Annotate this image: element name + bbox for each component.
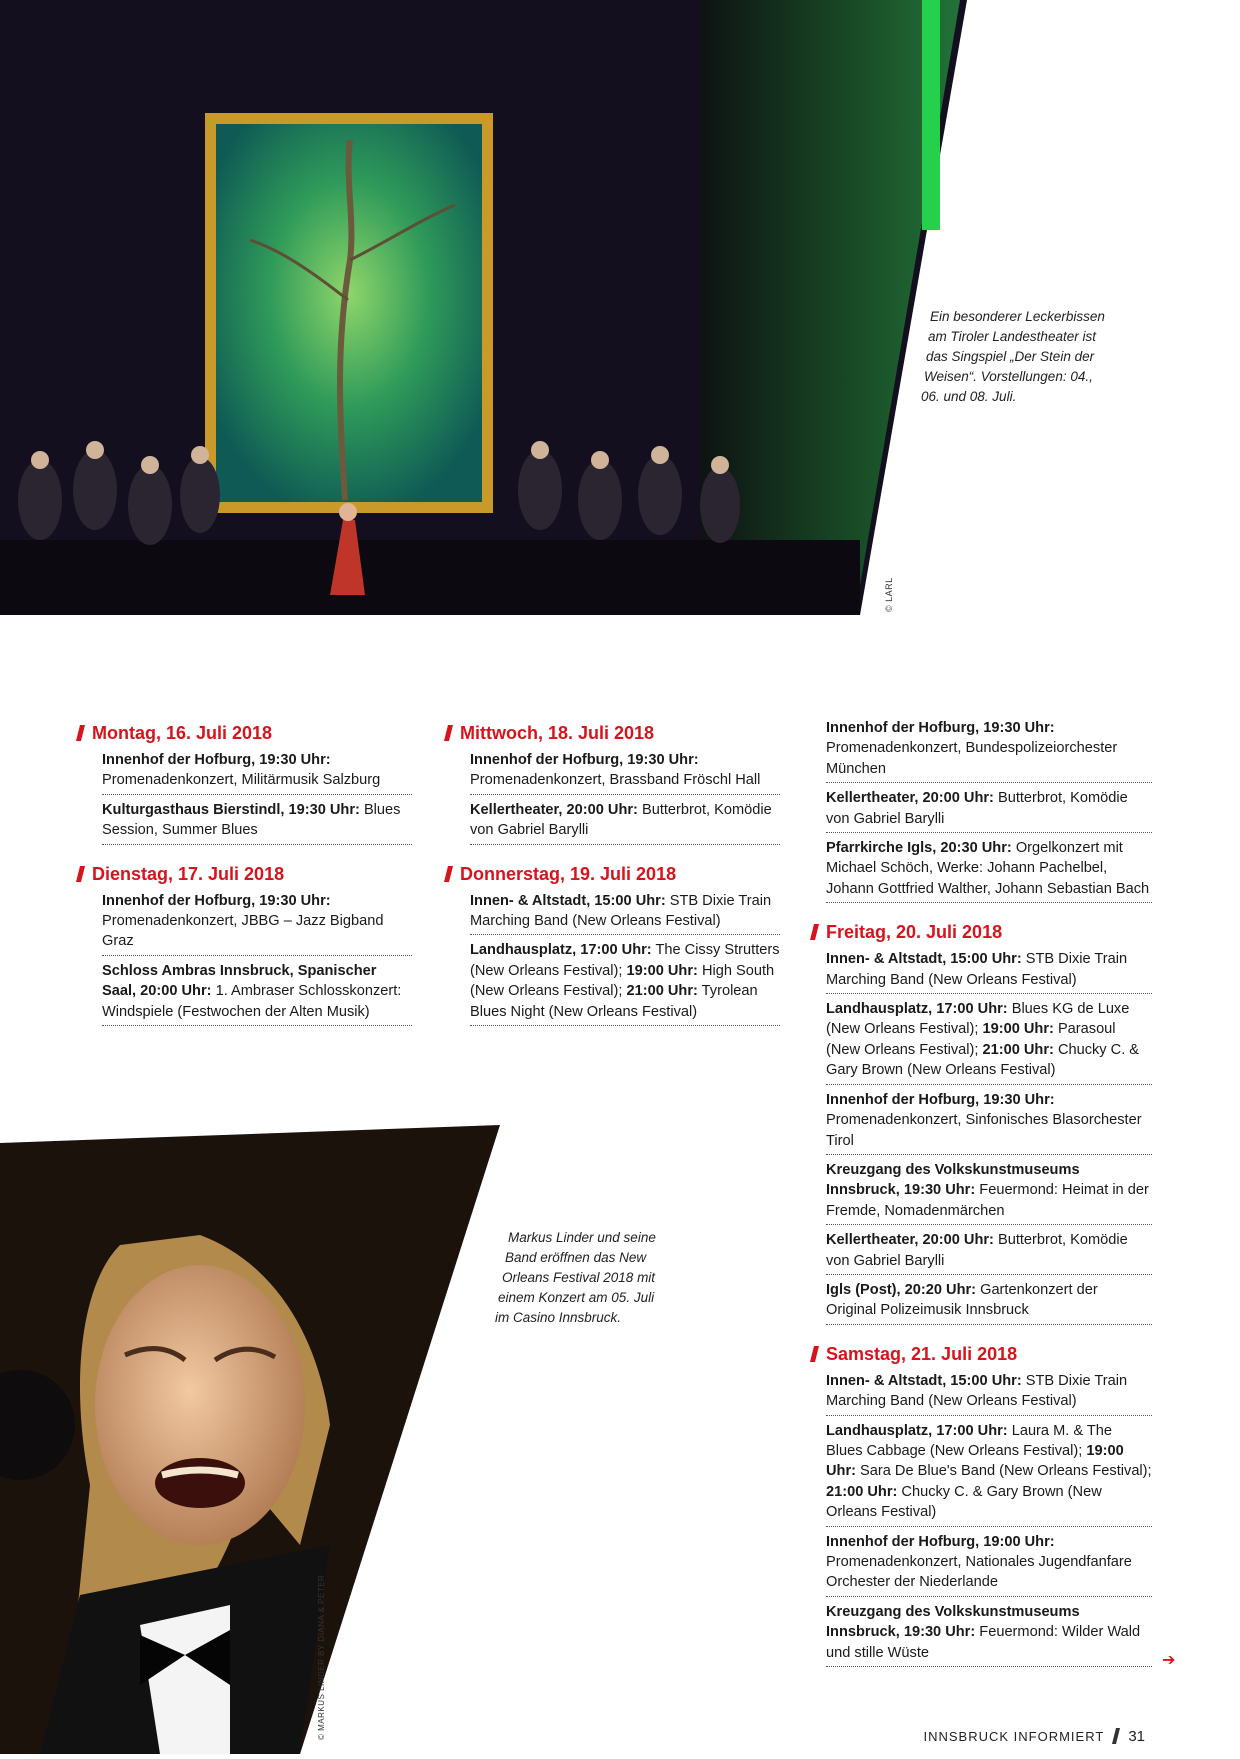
- event-entry: [826, 1371, 1152, 1416]
- day-block: [78, 863, 412, 1026]
- publication-name: INNSBRUCK INFORMIERT: [923, 1729, 1105, 1744]
- event-venue-time: Innenhof der Hofburg, 19:30 Uhr:: [826, 1091, 1055, 1108]
- top-photo-caption: Ein besonderer Leckerbissen am Tiroler Landestheater ist das Singspiel „Der Stein der Weisen“. Vorstellungen: 04., 06. und 08. Juli.: [921, 309, 1105, 404]
- event-entry: [826, 1421, 1152, 1527]
- heading-slash-marker: [76, 725, 85, 741]
- bottom-photo-caption: Markus Linder und seine Band eröffnen das New Orleans Festival 2018 mit einem Konzert am 05. Juli im Casino Innsbruck.: [495, 1230, 656, 1325]
- day-block: [812, 1343, 1152, 1667]
- continue-arrow-icon: ➔: [1162, 1652, 1176, 1669]
- event-description: Chucky C. & Gary Brown (New Orleans Festival): [826, 1483, 1102, 1521]
- event-description: Tyrolean Blues Night (New Orleans Festival): [470, 983, 758, 1020]
- day-heading: [446, 722, 780, 744]
- event-venue-time: Kreuzgang des Volkskunstmuseums Innsbruck, 19:30 Uhr:: [826, 1603, 1080, 1641]
- event-description: Feuermond: Wilder Wald und stille Wüste: [826, 1624, 1141, 1661]
- event-description: Promenadenkonzert, Militärmusik Salzburg: [102, 772, 381, 789]
- day-block: [812, 921, 1152, 1325]
- event-venue-time: 21:00 Uhr:: [626, 983, 698, 1000]
- event-venue-time: 19:00 Uhr:: [626, 962, 698, 979]
- event-entry: [826, 999, 1152, 1085]
- event-description: The Cissy Strutters (New Orleans Festival);: [470, 942, 780, 979]
- event-venue-time: Landhausplatz, 17:00 Uhr:: [826, 1001, 1008, 1018]
- event-venue-time: Kreuzgang des Volkskunstmuseums Innsbruck, 19:30 Uhr:: [826, 1161, 1080, 1199]
- event-description: Sara De Blue's Band (New Orleans Festival);: [856, 1463, 1152, 1480]
- heading-slash-marker: [76, 866, 85, 882]
- event-venue-time: Innenhof der Hofburg, 19:30 Uhr:: [102, 752, 331, 768]
- event-entry: [102, 750, 412, 795]
- event-entry: [826, 1602, 1152, 1667]
- event-description: Orgelkonzert mit Michael Schöch, Werke: Johann Pachelbel, Johann Gottfried Walther, Johann Sebastian Bach: [826, 840, 1150, 897]
- event-description: High South (New Orleans Festival);: [470, 962, 775, 1000]
- footer-slash-divider: [1112, 1728, 1120, 1744]
- day-heading-text: Donnerstag, 19. Juli 2018: [460, 863, 677, 884]
- event-entry: [470, 891, 780, 936]
- event-description: Parasoul (New Orleans Festival);: [826, 1021, 1116, 1058]
- event-description: Blues KG de Luxe (New Orleans Festival);: [826, 1001, 1130, 1038]
- day-heading-text: Freitag, 20. Juli 2018: [826, 922, 1003, 943]
- event-entry: [826, 1230, 1152, 1275]
- events-column-2: [446, 722, 780, 1044]
- event-description: Promenadenkonzert, Sinfonisches Blasorchester Tirol: [826, 1112, 1142, 1149]
- event-entry: [826, 1090, 1152, 1155]
- heading-slash-marker: [444, 866, 453, 882]
- event-entry: [826, 838, 1152, 903]
- event-venue-time: Innenhof der Hofburg, 19:30 Uhr:: [470, 752, 699, 768]
- event-description: Feuermond: Heimat in der Fremde, Nomadenmärchen: [826, 1182, 1149, 1219]
- event-entry: [102, 891, 412, 956]
- event-description: Blues Session, Summer Blues: [102, 801, 401, 839]
- day-heading-text: Dienstag, 17. Juli 2018: [92, 863, 285, 884]
- event-venue-time: Landhausplatz, 17:00 Uhr:: [826, 1422, 1008, 1439]
- page-number: 31: [1128, 1728, 1145, 1745]
- day-block: [446, 722, 780, 845]
- event-venue-time: 21:00 Uhr:: [826, 1483, 898, 1500]
- event-description: STB Dixie Train Marching Band (New Orleans Festival): [826, 1372, 1128, 1410]
- day-heading: [78, 863, 412, 885]
- day-block: [446, 863, 780, 1026]
- event-entry: [102, 800, 412, 845]
- event-venue-time: Innen- & Altstadt, 15:00 Uhr:: [826, 951, 1022, 968]
- event-venue-time: Kulturgasthaus Bierstindl, 19:30 Uhr:: [102, 801, 360, 818]
- event-description: Gartenkonzert der Original Polizeimusik Innsbruck: [826, 1281, 1098, 1319]
- event-entry: [826, 1280, 1152, 1325]
- event-venue-time: Schloss Ambras Innsbruck, Spanischer Saal, 20:00 Uhr:: [102, 962, 377, 1000]
- day-heading-text: Mittwoch, 18. Juli 2018: [460, 723, 655, 743]
- page-footer: [923, 1728, 1145, 1745]
- event-venue-time: Kellertheater, 20:00 Uhr:: [826, 1232, 994, 1249]
- event-entry: [826, 1160, 1152, 1225]
- singer-photo: [0, 1125, 500, 1754]
- event-venue-time: Innen- & Altstadt, 15:00 Uhr:: [826, 1372, 1022, 1389]
- event-venue-time: Innenhof der Hofburg, 19:30 Uhr:: [826, 720, 1055, 736]
- event-description: STB Dixie Train Marching Band (New Orleans Festival): [470, 892, 772, 930]
- event-description: Chucky C. & Gary Brown (New Orleans Festival): [826, 1041, 1140, 1079]
- day-heading: [446, 863, 780, 885]
- event-description: 1. Ambraser Schlosskonzert: Windspiele (Festwochen der Alten Musik): [102, 983, 402, 1020]
- event-venue-time: Kellertheater, 20:00 Uhr:: [470, 801, 638, 818]
- day-heading-text: Montag, 16. Juli 2018: [92, 723, 273, 743]
- event-entry: [470, 940, 780, 1026]
- event-description: Promenadenkonzert, Bundespolizeiorchester München: [826, 740, 1118, 777]
- event-venue-time: Kellertheater, 20:00 Uhr:: [826, 790, 994, 807]
- day-heading-text: Samstag, 21. Juli 2018: [826, 1343, 1018, 1364]
- event-venue-time: Landhausplatz, 17:00 Uhr:: [470, 942, 652, 959]
- event-entry: [470, 800, 780, 845]
- event-description: Butterbrot, Komödie von Gabriel Barylli: [470, 801, 772, 839]
- event-venue-time: Igls (Post), 20:20 Uhr:: [826, 1281, 977, 1298]
- event-venue-time: Innenhof der Hofburg, 19:00 Uhr:: [826, 1533, 1055, 1550]
- event-description: Butterbrot, Komödie von Gabriel Barylli: [826, 790, 1128, 827]
- event-venue-time: 19:00 Uhr:: [826, 1442, 1124, 1480]
- event-entry: [826, 1532, 1152, 1597]
- day-heading: [78, 722, 412, 744]
- day-block: [812, 718, 1152, 903]
- event-venue-time: 21:00 Uhr:: [982, 1041, 1054, 1058]
- heading-slash-marker: [810, 924, 819, 940]
- top-photo-credit: © LARL: [884, 577, 894, 612]
- event-description: Promenadenkonzert, Brassband Fröschl Hall: [470, 772, 761, 789]
- event-venue-time: 19:00 Uhr:: [982, 1021, 1054, 1038]
- day-heading: [812, 1343, 1152, 1365]
- event-description: STB Dixie Train Marching Band (New Orleans Festival): [826, 951, 1128, 988]
- event-entry: [470, 750, 780, 795]
- event-venue-time: Innenhof der Hofburg, 19:30 Uhr:: [102, 892, 331, 909]
- event-description: Promenadenkonzert, JBBG – Jazz Bigband Graz: [102, 913, 384, 950]
- event-description: Butterbrot, Komödie von Gabriel Barylli: [826, 1232, 1128, 1269]
- events-column-3: [812, 718, 1152, 1685]
- day-heading: [812, 921, 1152, 943]
- day-block: [78, 722, 412, 845]
- event-description: Laura M. & The Blues Cabbage (New Orleans Festival);: [826, 1422, 1113, 1459]
- heading-slash-marker: [444, 725, 453, 741]
- event-venue-time: Pfarrkirche Igls, 20:30 Uhr:: [826, 840, 1012, 857]
- heading-slash-marker: [810, 1346, 819, 1362]
- bottom-photo-credit: © MARKUS LINDER BY DIANA & PETER: [317, 1574, 326, 1740]
- event-entry: [826, 788, 1152, 833]
- events-column-1: [78, 722, 412, 1044]
- event-entry: [826, 718, 1152, 783]
- event-description: Promenadenkonzert, Nationales Jugendfanfare Orchester der Niederlande: [826, 1554, 1132, 1591]
- event-venue-time: Innen- & Altstadt, 15:00 Uhr:: [470, 892, 666, 909]
- event-entry: [102, 961, 412, 1026]
- event-entry: [826, 949, 1152, 994]
